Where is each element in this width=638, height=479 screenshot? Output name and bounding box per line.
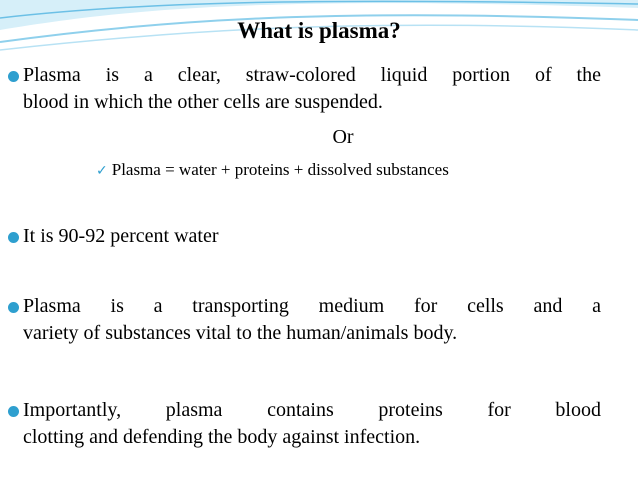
bullet-proteins (8, 397, 601, 451)
bullet-text-line: Importantly, plasma contains proteins for blood (23, 399, 601, 421)
sub-bullet (96, 158, 449, 183)
or-separator: Or (332, 126, 354, 148)
bullet-icon (8, 232, 19, 243)
bullet-text: It is 90-92 percent water (23, 225, 219, 247)
sub-bullet-text: Plasma = water + proteins + dissolved substances (111, 160, 449, 179)
bullet-transport (8, 293, 601, 347)
bullet-text-line: blood in which the other cells are suspended. (23, 91, 383, 113)
bullet-definition (8, 62, 601, 116)
bullet-text-line: clotting and defending the body against infection. (23, 426, 421, 448)
bullet-text-line: Plasma is a clear, straw-colored liquid portion of the (23, 64, 601, 86)
checkmark-icon: ✓ (96, 163, 108, 179)
bullet-icon (8, 406, 19, 417)
bullet-text-line: variety of substances vital to the human/animals body. (23, 322, 458, 344)
bullet-icon (8, 302, 19, 313)
bullet-water-content (8, 223, 601, 250)
bullet-text-line: Plasma is a transporting medium for cells and a (23, 295, 601, 317)
slide-title: What is plasma? (237, 18, 401, 43)
bullet-icon (8, 71, 19, 82)
